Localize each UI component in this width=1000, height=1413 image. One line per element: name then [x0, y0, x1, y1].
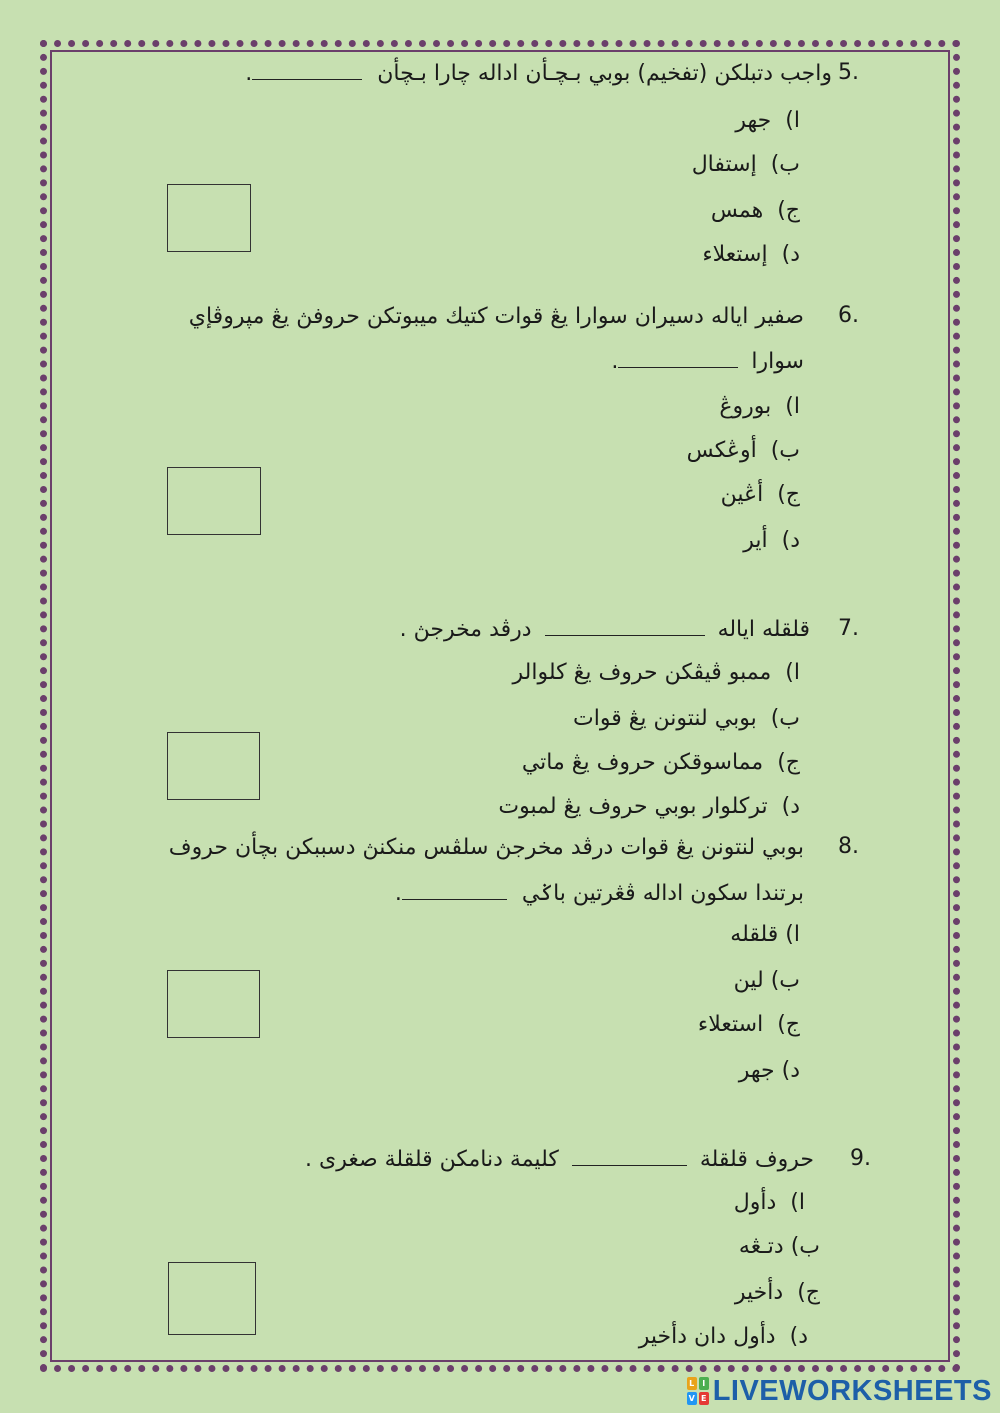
option-a: ا) جهر: [735, 108, 800, 133]
answer-box[interactable]: [167, 184, 251, 252]
liveworksheets-logo: [687, 1374, 992, 1408]
question-text: قلقله اياله درڤد مخرجڽ .: [399, 617, 810, 642]
option-c: ج) دأخير: [734, 1280, 820, 1305]
question-text: واجب دتبلکن (تفخيم) بوبي بـچـأن اداله چارا بـچأن .: [245, 61, 832, 86]
answer-blank: [572, 1147, 687, 1166]
option-c: ج) استعلاء: [697, 1012, 800, 1037]
answer-blank: [545, 617, 705, 636]
question-text-line-1: بوبي لنتونن يڠ قوات درڤد مخرجڽ سلڤس منكنڽ دسببکن بچأن حروف: [168, 835, 804, 860]
option-a: ا) قلقله: [730, 922, 800, 947]
question-number: 6.: [838, 303, 859, 328]
logo-mark-icon: L I V E: [687, 1377, 709, 1405]
option-b: ب) أوڠکس: [686, 438, 800, 463]
question-text-line-2: برتندا سکون اداله ڤڠرتين باݢي .: [394, 881, 804, 906]
question-number: 5.: [838, 60, 859, 85]
answer-blank: [252, 61, 362, 80]
question-text-line-1: صفير اياله دسيران سوارا يڠ قوات كتيك ميبوتکن حروفڽ يڠ مپروڤإي: [188, 304, 804, 329]
question-number: 9.: [850, 1146, 871, 1171]
option-c: ج) همس: [710, 198, 800, 223]
option-a: ا) بوروڠ: [719, 394, 800, 419]
option-d: د) إستعلاء: [702, 242, 800, 267]
option-b: ب) دتـڠه: [738, 1234, 820, 1259]
question-number: 8.: [838, 834, 859, 859]
question-text-line-2: سوارا .: [611, 349, 804, 374]
answer-box[interactable]: [167, 970, 260, 1038]
answer-box[interactable]: [168, 1262, 256, 1335]
answer-box[interactable]: [167, 467, 261, 535]
option-d: د) جهر: [738, 1058, 800, 1083]
answer-blank: [618, 349, 738, 368]
logo-text: LIVEWORKSHEETS: [712, 1374, 992, 1407]
answer-box[interactable]: [167, 732, 260, 800]
option-c: ج) مماسوقکن حروف يڠ ماتي: [521, 750, 800, 775]
option-d: د) ترکلوار بوبي حروف يڠ لمبوت: [498, 794, 800, 819]
option-b: ب) لين: [733, 968, 800, 993]
option-c: ج) أڠين: [720, 482, 800, 507]
option-d: د) دأول دان دأخير: [638, 1324, 808, 1349]
option-b: ب) إستفال: [691, 152, 800, 177]
question-text: حروف قلقلة كليمة دنامکن قلقلة صغرى .: [304, 1147, 814, 1172]
option-b: ب) بوبي لنتونن يڠ قوات: [573, 706, 800, 731]
option-a: ا) دأول: [733, 1190, 805, 1215]
option-d: د) أير: [743, 528, 800, 553]
option-a: ا) ممبو ڤيڤکن حروف يڠ کلوالر: [512, 660, 800, 685]
question-number: 7.: [838, 616, 859, 641]
answer-blank: [402, 881, 507, 900]
